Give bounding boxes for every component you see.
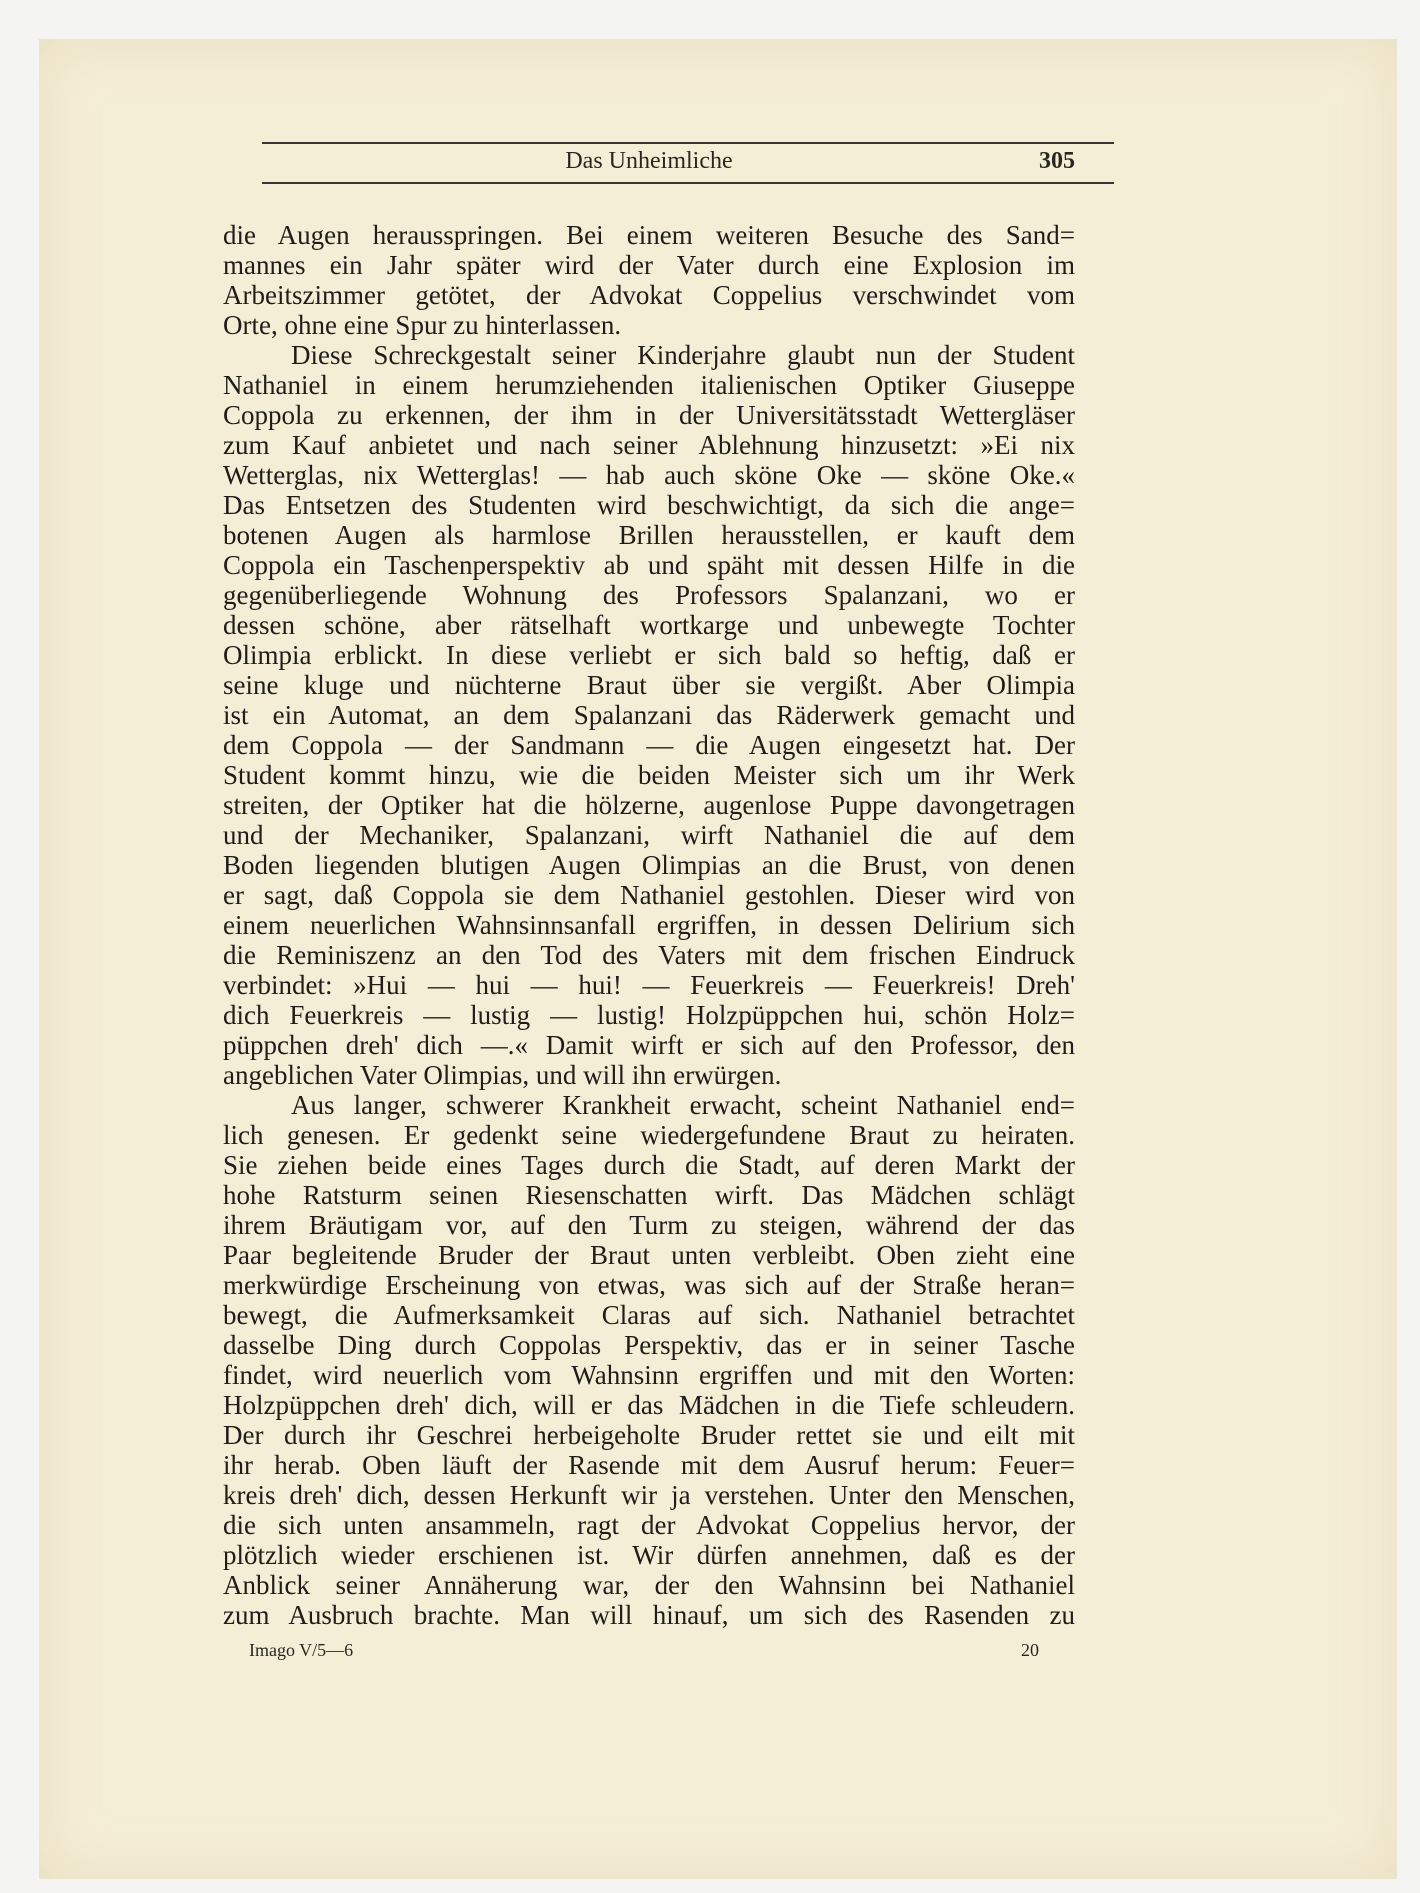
text-line: Orte, ohne eine Spur zu hinterlassen. <box>223 310 622 340</box>
text-line: hohe Ratsturm seinen Riesenschatten wirft. Das Mädchen schlägt <box>223 1180 1075 1210</box>
text-line: die Reminiszenz an den Tod des Vaters mit dem frischen Eindruck <box>223 940 1075 970</box>
text-line: seine kluge und nüchterne Braut über sie vergißt. Aber Olimpia <box>223 670 1075 700</box>
text-line: er sagt, daß Coppola sie dem Nathaniel gestohlen. Dieser wird von <box>223 880 1075 910</box>
sheet-number: 20 <box>1021 1640 1039 1660</box>
text-line: Das Entsetzen des Studenten wird beschwichtigt, da sich die ange= <box>223 490 1075 520</box>
text-line: Student kommt hinzu, wie die beiden Meister sich um ihr Werk <box>223 760 1075 790</box>
text-line: findet, wird neuerlich vom Wahnsinn ergriffen und mit den Worten: <box>223 1360 1075 1390</box>
text-line: Olimpia erblickt. In diese verliebt er sich bald so heftig, daß er <box>223 640 1075 670</box>
text-line: ihr herab. Oben läuft der Rasende mit dem Ausruf herum: Feuer= <box>223 1450 1075 1480</box>
text-line: die sich unten ansammeln, ragt der Advokat Coppelius hervor, der <box>223 1510 1075 1540</box>
text-line: plötzlich wieder erschienen ist. Wir dürfen annehmen, daß es der <box>223 1540 1075 1570</box>
text-line: Arbeitszimmer getötet, der Advokat Coppelius verschwindet vom <box>223 280 1075 310</box>
text-line: die Augen herausspringen. Bei einem weiteren Besuche des Sand= <box>223 220 1075 250</box>
text-line: dich Feuerkreis — lustig — lustig! Holzpüppchen hui, schön Holz= <box>223 1000 1075 1030</box>
text-line: lich genesen. Er gedenkt seine wiedergefundene Braut zu heiraten. <box>223 1120 1075 1150</box>
text-line: dessen schöne, aber rätselhaft wortkarge und unbewegte Tochter <box>223 610 1075 640</box>
running-title: Das Unheimliche <box>565 148 733 174</box>
text-line: einem neuerlichen Wahnsinnsanfall ergriffen, in dessen Delirium sich <box>223 910 1075 940</box>
text-line: angeblichen Vater Olimpias, und will ihn erwürgen. <box>223 1060 782 1090</box>
text-line: Wetterglas, nix Wetterglas! — hab auch sköne Oke — sköne Oke.« <box>223 460 1075 490</box>
text-line: Anblick seiner Annäherung war, der den Wahnsinn bei Nathaniel <box>223 1570 1075 1600</box>
text-line: Coppola ein Taschenperspektiv ab und späht mit dessen Hilfe in die <box>223 550 1075 580</box>
text-line: ist ein Automat, an dem Spalanzani das Räderwerk gemacht und <box>223 700 1075 730</box>
text-line: mannes ein Jahr später wird der Vater durch eine Explosion im <box>223 250 1075 280</box>
text-line: Diese Schreckgestalt seiner Kinderjahre glaubt nun der Student <box>291 340 1075 370</box>
text-line: botenen Augen als harmlose Brillen herausstellen, er kauft dem <box>223 520 1075 550</box>
text-line: Coppola zu erkennen, der ihm in der Universitätsstadt Wettergläser <box>223 400 1075 430</box>
text-line: kreis dreh' dich, dessen Herkunft wir ja verstehen. Unter den Menschen, <box>223 1480 1075 1510</box>
header-rule-top <box>262 142 1114 144</box>
header-rule-bottom <box>262 182 1114 184</box>
text-line: und der Mechaniker, Spalanzani, wirft Nathaniel die auf dem <box>223 820 1075 850</box>
signature-mark: Imago V/5—6 <box>249 1640 354 1660</box>
text-line: verbindet: »Hui — hui — hui! — Feuerkreis — Feuerkreis! Dreh' <box>223 970 1075 1000</box>
running-header <box>223 148 1075 178</box>
text-line: dem Coppola — der Sandmann — die Augen eingesetzt hat. Der <box>223 730 1075 760</box>
text-line: dasselbe Ding durch Coppolas Perspektiv, das er in seiner Tasche <box>223 1330 1075 1360</box>
page-number: 305 <box>1039 148 1075 174</box>
text-line: zum Kauf anbietet und nach seiner Ablehnung hinzusetzt: »Ei nix <box>223 430 1075 460</box>
text-line: gegenüberliegende Wohnung des Professors Spalanzani, wo er <box>223 580 1075 610</box>
text-line: Holzpüppchen dreh' dich, will er das Mädchen in die Tiefe schleudern. <box>223 1390 1075 1420</box>
text-line: Der durch ihr Geschrei herbeigeholte Bruder rettet sie und eilt mit <box>223 1420 1075 1450</box>
text-line: püppchen dreh' dich —.« Damit wirft er sich auf den Professor, den <box>223 1030 1075 1060</box>
text-line: merkwürdige Erscheinung von etwas, was sich auf der Straße heran= <box>223 1270 1075 1300</box>
body-text <box>223 220 1075 1630</box>
text-line: Paar begleitende Bruder der Braut unten verbleibt. Oben zieht eine <box>223 1240 1075 1270</box>
text-line: zum Ausbruch brachte. Man will hinauf, um sich des Rasenden zu <box>223 1600 1075 1630</box>
text-line: streiten, der Optiker hat die hölzerne, augenlose Puppe davongetragen <box>223 790 1075 820</box>
text-line: Sie ziehen beide eines Tages durch die Stadt, auf deren Markt der <box>223 1150 1075 1180</box>
text-line: ihrem Bräutigam vor, auf den Turm zu steigen, während der das <box>223 1210 1075 1240</box>
page-footer <box>249 1640 1039 1661</box>
text-line: bewegt, die Aufmerksamkeit Claras auf sich. Nathaniel betrachtet <box>223 1300 1075 1330</box>
text-line: Boden liegenden blutigen Augen Olimpias an die Brust, von denen <box>223 850 1075 880</box>
text-line: Nathaniel in einem herumziehenden italienischen Optiker Giuseppe <box>223 370 1075 400</box>
text-line: Aus langer, schwerer Krankheit erwacht, scheint Nathaniel end= <box>291 1090 1075 1120</box>
